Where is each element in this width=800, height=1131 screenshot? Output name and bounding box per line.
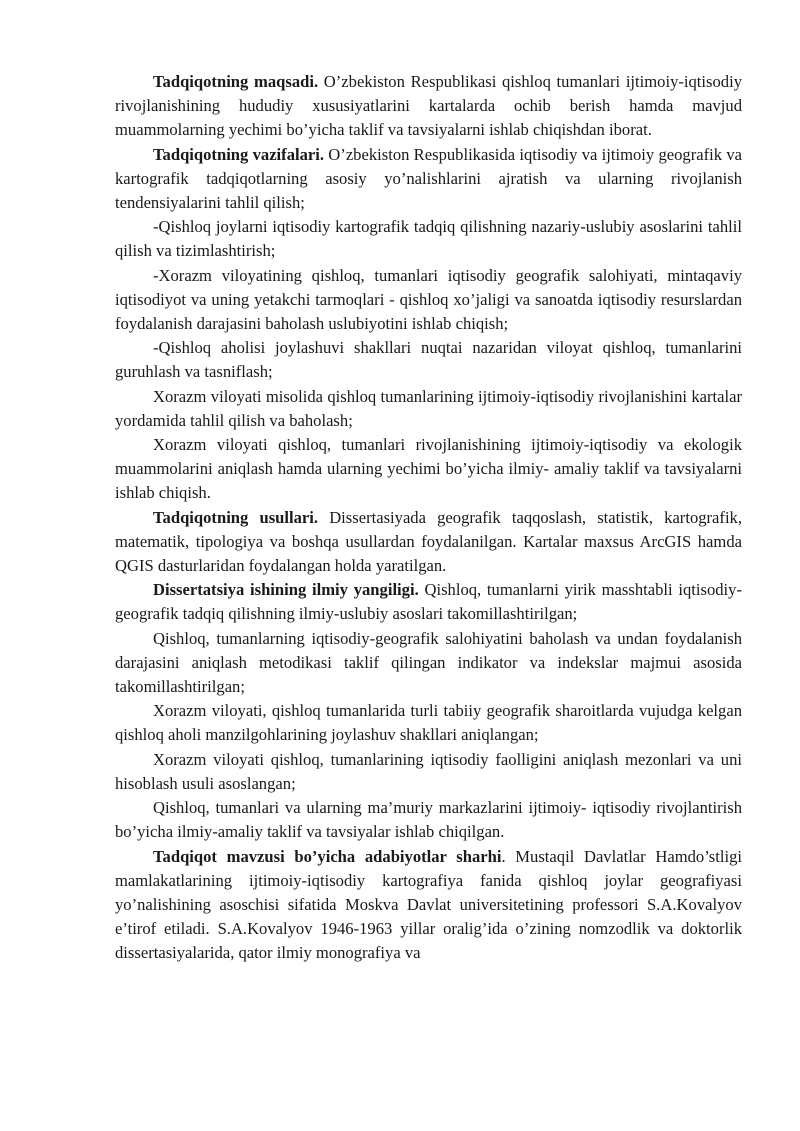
heading-methods: Tadqiqotning usullari. (153, 507, 319, 527)
heading-tasks: Tadqiqotning vazifalari. (153, 144, 325, 164)
task-item-text: Xorazm viloyati misolida qishloq tumanlarining ijtimoiy-iqtisodiy rivojlanishini kartalar yordamida tahlil qilish va baholash; (115, 386, 742, 430)
novelty-item-text: Xorazm viloyati, qishloq tumanlarida turli tabiiy geografik sharoitlarda vujudga kelgan qishloq aholi manzilgohlarining joylashuv shakllari aniqlangan; (115, 701, 742, 745)
text-aim: O’zbekiston Respublikasi qishloq tumanlari ijtimoiy-iqtisodiy rivojlanishining hududiy xususiyatlarini kartalarda ochib berish hamda mavjud muammolarning yechimi bo’yicha taklif va tavsiyalarni ishlab chiqishdan iborat. (115, 72, 742, 140)
paragraph-literature-review (115, 845, 742, 966)
paragraph-methods (115, 506, 742, 579)
task-item-text: -Xorazm viloyatining qishloq, tumanlari iqtisodiy geografik salohiyati, mintaqaviy iqtisodiyot va uning yetakchi tarmoqlari - qishloq xo’jaligi va sanoatda iqtisodiy resurslardan foydalanish darajasini baholash uslubiyotini ishlab chiqish; (115, 265, 742, 334)
novelty-item-text: Qishloq, tumanlarning iqtisodiy-geografik salohiyatini baholash va undan foydalanish darajasini aniqlash metodikasi taklif qilingan indikator va indekslar majmui asosida takomillashtirilgan; (115, 628, 742, 697)
paragraph-task-item (115, 336, 742, 384)
heading-aim: Tadqiqotning maqsadi. (153, 72, 319, 91)
text-tasks: O’zbekiston Respublikasida iqtisodiy va ijtimoiy geografik va kartografik tadqiqotlarning asosiy yo’nalishlarini ajratish va ularning rivojlanish tendensiyalarini tahlil qilish; (115, 144, 742, 213)
paragraph-task-item (115, 264, 742, 337)
paragraph-tasks (115, 143, 742, 216)
novelty-item-text: Qishloq, tumanlari va ularning ma’muriy markazlarini ijtimoiy- iqtisodiy rivojlantirish bo’yicha ilmiy-amaliy taklif va tavsiyalar ishlab chiqilgan. (115, 798, 742, 842)
text-literature-review: . Mustaqil Davlatlar Hamdo’stligi mamlakatlarining ijtimoiy-iqtisodiy kartografiya fanida qishloq joylar geografiyasi yo’nalishining asoschisi sifatida Moskva Davlat universitetining professori S.A.Kovalyov e’tirof etiladi. S.A.Kovalyov 1946-1963 yillar oralig’ida o’zining nomzodlik va doktorlik dissertasiyalarida, qator ilmiy monografiya va (115, 846, 743, 963)
paragraph-novelty-item (115, 627, 742, 700)
paragraph-task-item (115, 385, 742, 433)
paragraph-task-item (115, 433, 742, 506)
paragraph-novelty-item (115, 796, 742, 844)
text-novelty: Qishloq, tumanlarni yirik masshtabli iqtisodiy-geografik tadqiq qilishning ilmiy-uslubiy asoslari takomillashtirilgan; (115, 580, 742, 624)
paragraph-novelty-item (115, 699, 742, 747)
task-item-text: Xorazm viloyati qishloq, tumanlari rivojlanishining ijtimoiy-iqtisodiy va ekologik muammolarini aniqlash hamda ularning yechimi bo’yicha ilmiy- amaliy taklif va tavsiyalarni ishlab chiqish. (115, 435, 742, 503)
paragraph-task-item (115, 215, 742, 263)
task-item-text: -Qishloq aholisi joylashuvi shakllari nuqtai nazaridan viloyat qishloq, tumanlarini guruhlash va tasniflash; (115, 338, 742, 382)
paragraph-novelty-item (115, 748, 742, 796)
document-page (115, 70, 742, 966)
text-methods: Dissertasiyada geografik taqqoslash, statistik, kartografik, matematik, tipologiya va boshqa usullardan foydalanilgan. Kartalar maxsus ArcGIS hamda QGIS dasturlaridan foydalangan holda yaratilgan. (115, 507, 743, 576)
novelty-item-text: Xorazm viloyati qishloq, tumanlarining iqtisodiy faolligini aniqlash mezonlari va uni hisoblash usuli asoslangan; (115, 749, 742, 793)
paragraph-aim (115, 70, 742, 143)
paragraph-novelty (115, 578, 742, 626)
task-item-text: -Qishloq joylarni iqtisodiy kartografik tadqiq qilishning nazariy-uslubiy asoslarini tahlil qilish va tizimlashtirish; (115, 217, 742, 261)
heading-literature-review: Tadqiqot mavzusi bo’yicha adabiyotlar sharhi (153, 846, 502, 866)
heading-novelty: Dissertatsiya ishining ilmiy yangiligi. (153, 580, 419, 600)
